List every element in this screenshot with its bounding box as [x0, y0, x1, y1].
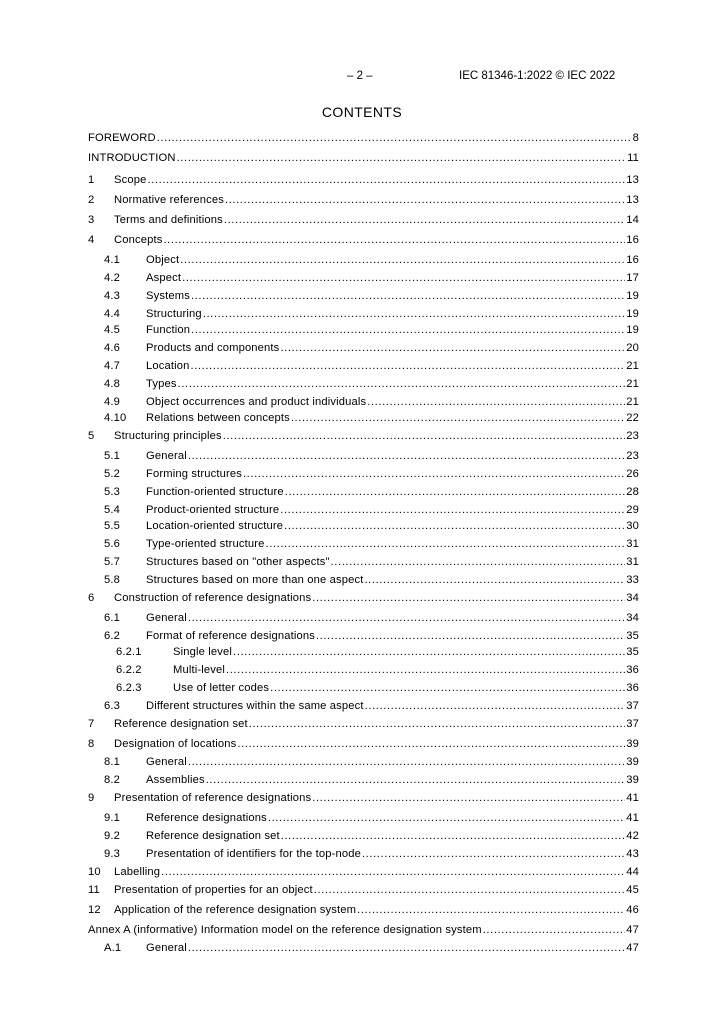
toc-entry-title: Designation of locations: [114, 738, 237, 750]
toc-dot-leader: [285, 485, 626, 499]
toc-entry[interactable]: [88, 555, 639, 569]
toc-entry-title: Single level: [173, 646, 233, 658]
toc-entry[interactable]: [88, 829, 639, 843]
toc-dot-leader: [331, 555, 626, 569]
toc-entry-title: Structuring principles: [114, 430, 222, 442]
toc-entry[interactable]: [88, 663, 639, 677]
toc-dot-leader: [203, 307, 626, 321]
toc-entry-page: 30: [626, 520, 639, 532]
toc-dot-leader: [206, 773, 626, 787]
toc-entry-title: Product-oriented structure: [146, 504, 280, 516]
toc-dot-leader: [188, 755, 625, 769]
toc-entry[interactable]: [88, 923, 639, 937]
toc-entry-title: Reference designation set: [146, 830, 280, 842]
toc-dot-leader: [188, 611, 625, 625]
toc-entry-page: 16: [626, 234, 639, 246]
toc-entry[interactable]: [88, 737, 639, 751]
toc-entry-page: 34: [626, 592, 639, 604]
toc-dot-leader: [266, 537, 626, 551]
toc-dot-leader: [483, 923, 626, 937]
toc-entry-title: Structures based on more than one aspect: [146, 574, 364, 586]
toc-entry-number: 4.10: [104, 412, 127, 424]
toc-entry-number: 9.2: [104, 830, 121, 842]
toc-entry[interactable]: [88, 755, 639, 769]
toc-entry-page: 47: [626, 942, 639, 954]
toc-entry-page: 16: [626, 254, 639, 266]
toc-dot-leader: [233, 645, 625, 659]
toc-entry-title: Concepts: [114, 234, 163, 246]
toc-entry[interactable]: [88, 519, 639, 533]
toc-entry-title: Normative references: [114, 194, 224, 206]
toc-entry-number: 4.1: [104, 254, 121, 266]
toc-entry[interactable]: [88, 323, 639, 337]
toc-entry-title: Location: [146, 360, 190, 372]
toc-entry-page: 23: [626, 430, 639, 442]
toc-entry-title: Aspect: [146, 272, 182, 284]
toc-entry-page: 13: [626, 174, 639, 186]
toc-entry-page: 31: [626, 538, 639, 550]
toc-entry-title: Reference designations: [146, 812, 267, 824]
toc-entry-number: 8.1: [104, 756, 121, 768]
toc-entry-number: 6: [88, 592, 95, 604]
toc-entry-page: 20: [626, 342, 639, 354]
toc-entry-title: Use of letter codes: [173, 682, 270, 694]
toc-entry-title: General: [146, 942, 187, 954]
toc-dot-leader: [312, 591, 625, 605]
toc-entry[interactable]: [88, 213, 639, 227]
toc-entry-page: 29: [626, 504, 639, 516]
toc-entry[interactable]: [88, 131, 639, 145]
toc-entry[interactable]: [88, 411, 639, 425]
toc-entry[interactable]: [88, 503, 639, 517]
toc-entry-number: 9.3: [104, 848, 121, 860]
toc-entry-number: 5.3: [104, 486, 121, 498]
toc-entry-page: 39: [626, 738, 639, 750]
toc-dot-leader: [191, 323, 625, 337]
toc-entry-page: 26: [626, 468, 639, 480]
toc-entry-number: 8.2: [104, 774, 121, 786]
toc-entry[interactable]: [88, 699, 639, 713]
toc-entry[interactable]: [88, 883, 639, 897]
toc-entry[interactable]: [88, 429, 639, 443]
toc-entry-title: Types: [146, 378, 177, 390]
toc-entry-page: 8: [632, 132, 639, 144]
page-number: – 2 –: [347, 70, 373, 82]
toc-entry[interactable]: [88, 847, 639, 861]
toc-entry-title: Function-oriented structure: [146, 486, 284, 498]
toc-entry[interactable]: [88, 573, 639, 587]
toc-entry-number: A.1: [104, 942, 122, 954]
toc-entry-title: Object: [146, 254, 180, 266]
toc-entry-page: 11: [627, 152, 639, 164]
toc-dot-leader: [280, 503, 625, 517]
toc-entry-number: 7: [88, 718, 95, 730]
toc-entry-title: Location-oriented structure: [146, 520, 284, 532]
toc-entry-number: 4.4: [104, 308, 121, 320]
toc-entry[interactable]: [88, 717, 639, 731]
toc-dot-leader: [223, 429, 625, 443]
toc-entry-title: Labelling: [114, 866, 161, 878]
toc-entry-number: 6.1: [104, 612, 121, 624]
toc-entry[interactable]: [88, 359, 639, 373]
toc-entry-number: 5.5: [104, 520, 121, 532]
toc-entry-page: 46: [626, 904, 639, 916]
toc-dot-leader: [225, 193, 625, 207]
toc-entry[interactable]: [88, 645, 639, 659]
toc-dot-leader: [362, 847, 625, 861]
toc-entry-number: 5.7: [104, 556, 121, 568]
toc-entry-page: 42: [626, 830, 639, 842]
toc-dot-leader: [364, 573, 625, 587]
toc-dot-leader: [147, 173, 625, 187]
toc-dot-leader: [224, 213, 625, 227]
toc-dot-leader: [157, 131, 632, 145]
toc-entry[interactable]: [88, 395, 639, 409]
toc-entry[interactable]: [88, 377, 639, 391]
toc-entry-page: 19: [626, 324, 639, 336]
toc-entry-title: General: [146, 756, 187, 768]
toc-entry-title: Presentation of reference designations: [114, 792, 312, 804]
contents-title: CONTENTS: [321, 104, 403, 120]
toc-entry-page: 13: [626, 194, 639, 206]
toc-dot-leader: [191, 289, 625, 303]
toc-dot-leader: [284, 519, 625, 533]
toc-dot-leader: [365, 699, 626, 713]
toc-entry-title: Construction of reference designations: [114, 592, 312, 604]
toc-entry-title: Multi-level: [173, 664, 226, 676]
toc-dot-leader: [281, 829, 626, 843]
toc-entry-title: Assemblies: [146, 774, 205, 786]
toc-entry-title: Structures based on "other aspects": [146, 556, 330, 568]
toc-dot-leader: [249, 717, 626, 731]
toc-entry-page: 39: [626, 756, 639, 768]
toc-entry-title: Products and components: [146, 342, 280, 354]
toc-entry-number: 4.2: [104, 272, 121, 284]
toc-entry-page: 37: [626, 700, 639, 712]
toc-entry[interactable]: [88, 173, 639, 187]
toc-entry-page: 36: [626, 664, 639, 676]
toc-dot-leader: [182, 271, 625, 285]
document-identifier: IEC 81346-1:2022 © IEC 2022: [459, 70, 616, 82]
toc-entry[interactable]: [88, 681, 639, 695]
toc-entry-title: Application of the reference designation system: [114, 904, 357, 916]
toc-entry-page: 34: [626, 612, 639, 624]
toc-entry-number: 4.8: [104, 378, 121, 390]
toc-entry-page: 35: [626, 646, 639, 658]
toc-entry[interactable]: [88, 791, 639, 805]
toc-entry-title: Different structures within the same aspect: [146, 700, 364, 712]
toc-entry-page: 23: [626, 450, 639, 462]
toc-entry-title: Type-oriented structure: [146, 538, 265, 550]
toc-dot-leader: [270, 681, 625, 695]
toc-entry-page: 14: [626, 214, 639, 226]
toc-entry-number: 12: [88, 904, 101, 916]
toc-entry-title: Relations between concepts: [146, 412, 290, 424]
toc-entry-number: 10: [88, 866, 101, 878]
toc-dot-leader: [243, 467, 625, 481]
toc-dot-leader: [367, 395, 625, 409]
toc-entry-number: 5.2: [104, 468, 121, 480]
toc-entry-page: 17: [626, 272, 639, 284]
toc-entry[interactable]: [88, 903, 639, 917]
toc-dot-leader: [178, 377, 626, 391]
toc-entry-title: General: [146, 612, 187, 624]
toc-entry-title: Function: [146, 324, 191, 336]
toc-entry-page: 33: [626, 574, 639, 586]
toc-entry-page: 39: [626, 774, 639, 786]
toc-dot-leader: [280, 341, 625, 355]
toc-entry[interactable]: [88, 341, 639, 355]
toc-entry-number: 6.2.1: [116, 646, 142, 658]
toc-entry-number: 9: [88, 792, 95, 804]
toc-entry-number: 5.4: [104, 504, 121, 516]
toc-dot-leader: [291, 411, 625, 425]
toc-dot-leader: [180, 253, 625, 267]
toc-dot-leader: [316, 629, 625, 643]
toc-entry-page: 31: [626, 556, 639, 568]
toc-entry-page: 35: [626, 630, 639, 642]
toc-dot-leader: [268, 811, 625, 825]
toc-entry-number: 4.6: [104, 342, 121, 354]
toc-entry[interactable]: [88, 289, 639, 303]
toc-entry-title: Presentation of properties for an object: [114, 884, 313, 896]
toc-entry-title: Format of reference designations: [146, 630, 315, 642]
toc-entry-number: 6.2.3: [116, 682, 142, 694]
toc-entry[interactable]: [88, 591, 639, 605]
toc-dot-leader: [237, 737, 625, 751]
toc-entry-page: 21: [626, 396, 639, 408]
toc-entry-page: 45: [626, 884, 639, 896]
toc-entry[interactable]: [88, 271, 639, 285]
toc-entry-number: 2: [88, 194, 95, 206]
toc-dot-leader: [163, 233, 625, 247]
toc-dot-leader: [191, 359, 626, 373]
toc-entry[interactable]: [88, 773, 639, 787]
toc-dot-leader: [312, 791, 625, 805]
toc-entry[interactable]: [88, 537, 639, 551]
toc-entry-title: Annex A (informative) Information model on the reference designation system: [88, 924, 482, 936]
toc-dot-leader: [226, 663, 625, 677]
toc-entry[interactable]: [88, 253, 639, 267]
toc-entry-title: Presentation of identifiers for the top-node: [146, 848, 361, 860]
toc-dot-leader: [188, 941, 625, 955]
toc-entry-number: 5.8: [104, 574, 121, 586]
toc-entry-number: 4.9: [104, 396, 121, 408]
toc-entry-number: 6.2: [104, 630, 121, 642]
toc-entry[interactable]: [88, 307, 639, 321]
toc-entry-page: 19: [626, 290, 639, 302]
toc-entry[interactable]: [88, 611, 639, 625]
toc-entry-title: Reference designation set: [114, 718, 248, 730]
toc-entry-number: 1: [88, 174, 95, 186]
toc-entry-title: INTRODUCTION: [88, 152, 176, 164]
toc-entry-page: 44: [626, 866, 639, 878]
toc-entry[interactable]: [88, 449, 639, 463]
toc-entry-page: 36: [626, 682, 639, 694]
toc-dot-leader: [314, 883, 625, 897]
toc-entry[interactable]: [88, 151, 639, 165]
toc-entry-number: 8: [88, 738, 95, 750]
toc-entry[interactable]: [88, 941, 639, 955]
toc-entry-page: 19: [626, 308, 639, 320]
toc-entry-number: 6.2.2: [116, 664, 142, 676]
toc-entry[interactable]: [88, 193, 639, 207]
toc-entry-page: 41: [626, 812, 639, 824]
toc-entry[interactable]: [88, 811, 639, 825]
toc-entry[interactable]: [88, 233, 639, 247]
toc-entry-title: Systems: [146, 290, 190, 302]
toc-entry-title: Forming structures: [146, 468, 242, 480]
toc-entry-page: 21: [626, 378, 639, 390]
toc-entry-number: 3: [88, 214, 95, 226]
toc-entry-number: 5.1: [104, 450, 121, 462]
toc-entry-page: 37: [626, 718, 639, 730]
toc-entry-number: 4.7: [104, 360, 121, 372]
toc-entry-title: General: [146, 450, 187, 462]
toc-entry[interactable]: [88, 467, 639, 481]
toc-entry-number: 5.6: [104, 538, 121, 550]
toc-entry-number: 5: [88, 430, 95, 442]
toc-entry-page: 22: [626, 412, 639, 424]
toc-entry-page: 43: [626, 848, 639, 860]
toc-entry-number: 4.3: [104, 290, 121, 302]
toc-entry-number: 4.5: [104, 324, 121, 336]
toc-dot-leader: [161, 865, 625, 879]
toc-entry[interactable]: [88, 865, 639, 879]
toc-entry-page: 41: [626, 792, 639, 804]
toc-entry[interactable]: [88, 485, 639, 499]
toc-entry-number: 6.3: [104, 700, 121, 712]
toc-entry-title: Scope: [114, 174, 147, 186]
toc-entry-page: 21: [626, 360, 639, 372]
toc-entry-number: 4: [88, 234, 95, 246]
toc-entry-number: 9.1: [104, 812, 121, 824]
toc-entry[interactable]: [88, 629, 639, 643]
toc-entry-title: Structuring: [146, 308, 202, 320]
toc-dot-leader: [188, 449, 625, 463]
toc-entry-number: 11: [88, 884, 100, 896]
toc-entry-page: 28: [626, 486, 639, 498]
toc-entry-page: 47: [626, 924, 639, 936]
toc-dot-leader: [357, 903, 625, 917]
toc-entry-title: Object occurrences and product individuals: [146, 396, 367, 408]
toc-entry-title: Terms and definitions: [114, 214, 223, 226]
toc-dot-leader: [177, 151, 627, 165]
toc-entry-title: FOREWORD: [88, 132, 156, 144]
